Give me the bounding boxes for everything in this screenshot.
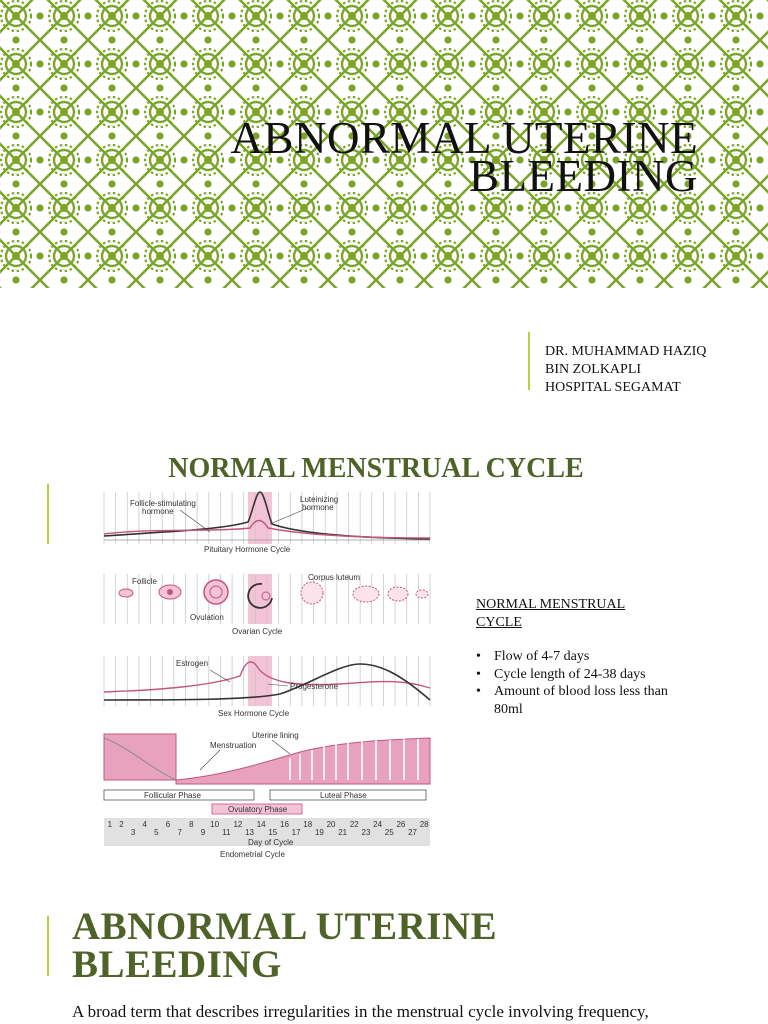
ovulatory-phase-label: Ovulatory Phase [228, 805, 288, 814]
title-slide-heading-line1: ABNORMAL UTERINE [230, 113, 698, 163]
corpus-luteum-label: Corpus luteum [308, 573, 361, 582]
author-block [545, 343, 706, 397]
day-tick-label: 2 [119, 820, 124, 829]
endometrial-panel [104, 731, 430, 859]
slide3-body-text: A broad term that describes irregularities in the menstrual cycle involving frequency, [72, 1002, 649, 1021]
day-tick-label: 3 [130, 828, 136, 837]
day-tick-label: 20 [326, 820, 336, 829]
lh-label-2: hormone [302, 503, 334, 512]
luteal-phase-label: Luteal Phase [320, 791, 367, 800]
day-tick-label: 6 [165, 820, 171, 829]
day-tick-label: 13 [245, 828, 254, 837]
day-of-cycle-label: Day of Cycle [248, 838, 294, 847]
slide2-accent-bar [47, 484, 49, 544]
cycle-facts-heading-line2: CYCLE [476, 615, 522, 630]
pituitary-caption: Pituitary Hormone Cycle [204, 545, 291, 554]
list-item: • Amount of blood loss less than 80ml [476, 683, 676, 718]
cycle-facts-list [476, 648, 676, 718]
ovarian-panel [119, 573, 428, 636]
day-tick-label: 18 [303, 820, 313, 829]
slide3-title-line1: ABNORMAL UTERINE [72, 905, 498, 948]
menstrual-cycle-figure [100, 488, 435, 860]
uterine-lining-label: Uterine lining [252, 731, 299, 740]
day-tick-label: 9 [200, 828, 206, 837]
day-tick-label: 25 [384, 828, 394, 837]
day-tick-label: 8 [189, 820, 194, 829]
day-tick-label: 15 [268, 828, 278, 837]
slide3-accent-bar [47, 916, 49, 976]
author-accent-bar [528, 332, 530, 390]
day-tick-label: 28 [419, 820, 429, 829]
day-tick-label: 10 [210, 820, 220, 829]
day-tick-label: 26 [396, 820, 406, 829]
title-slide-heading-line2: BLEEDING [469, 151, 698, 201]
day-tick-label: 22 [349, 820, 359, 829]
slide3-title [72, 905, 498, 986]
day-tick-label: 12 [233, 820, 243, 829]
day-tick-label: 5 [154, 828, 159, 837]
endometrial-caption: Endometrial Cycle [220, 850, 285, 859]
day-tick-label: 11 [222, 828, 231, 837]
ovarian-caption: Ovarian Cycle [232, 627, 283, 636]
cycle-facts-heading [476, 596, 625, 632]
day-tick-label: 17 [291, 828, 301, 837]
day-tick-label: 4 [142, 820, 147, 829]
follicle-label: Follicle [132, 577, 157, 586]
slide2-title: NORMAL MENSTRUAL CYCLE [168, 453, 584, 484]
lh-label-1: Luteinizing [300, 495, 339, 504]
ovulation-band-pituitary [248, 492, 272, 544]
estrogen-label: Estrogen [176, 659, 209, 668]
author-name-line1: DR. MUHAMMAD HAZIQ [545, 344, 707, 359]
day-tick-label: 24 [373, 820, 383, 829]
cycle-facts-heading-line1: NORMAL MENSTRUAL [476, 597, 626, 612]
menstruation-label: Menstruation [210, 741, 257, 750]
fsh-label-2: hormone [142, 507, 174, 516]
author-name-line2: BIN ZOLKAPLI [545, 362, 642, 377]
day-tick-label: 16 [280, 820, 289, 829]
ovulation-band-sex [248, 656, 272, 706]
slide3-title-line2: BLEEDING [72, 943, 282, 986]
follicular-phase-label: Follicular Phase [144, 791, 201, 800]
day-tick-label: 23 [361, 828, 371, 837]
day-tick-label: 19 [314, 828, 324, 837]
progesterone-label: Progesterone [290, 682, 339, 691]
sex-hormone-caption: Sex Hormone Cycle [218, 709, 290, 718]
author-affiliation: HOSPITAL SEGAMAT [545, 380, 681, 395]
day-tick-label: 27 [408, 828, 417, 837]
day-tick-label: 14 [256, 820, 266, 829]
day-tick-label: 21 [338, 828, 348, 837]
ovulation-label: Ovulation [190, 613, 224, 622]
list-item: • Cycle length of 24-38 days [476, 666, 676, 684]
day-tick-label: 1 [107, 820, 113, 829]
menstrual-cycle-illustration [100, 488, 435, 860]
day-tick-label: 7 [177, 828, 182, 837]
fsh-label-1: Follicle-stimulating [130, 499, 196, 508]
list-item: • Flow of 4-7 days [476, 648, 676, 666]
